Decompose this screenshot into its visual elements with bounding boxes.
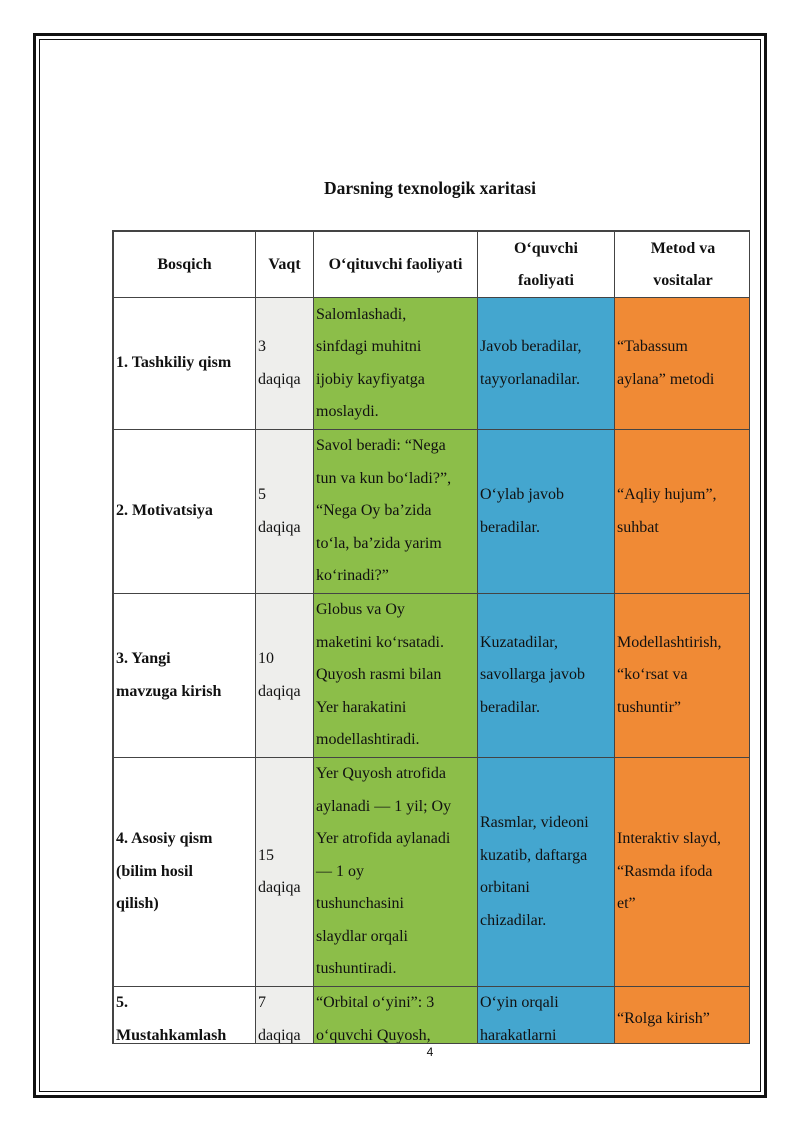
header-method: Metod va vositalar (615, 232, 751, 298)
header-teacher-activity: O‘qituvchi faoliyati (314, 232, 478, 298)
student-activity-cell: O‘ylab javob beradilar. (480, 486, 564, 536)
student-activity-cell: Rasmlar, videoni kuzatib, daftarga orbitani chizadilar. (480, 814, 589, 929)
stage-cell: 5. Mustahkamlash (116, 994, 227, 1044)
table-row (114, 594, 751, 758)
method-cell: Modellashtirish, “ko‘rsat va tushuntir” (617, 633, 722, 716)
table-row (114, 987, 751, 1045)
header-student-activity: O‘quvchi faoliyati (478, 232, 615, 298)
table-row (114, 430, 751, 594)
method-cell: Interaktiv slayd, “Rasmda ifoda et” (617, 830, 721, 913)
student-activity-cell: O‘yin orqali harakatlarni (480, 994, 559, 1044)
table-header-row (114, 232, 751, 298)
header-stage: Bosqich (114, 232, 256, 298)
teacher-activity-cell: Yer Quyosh atrofida aylanadi — 1 yil; Oy Yer atrofida aylanadi — 1 oy tushunchasini slaydlar orqali tushuntiradi. (316, 765, 452, 978)
document-title: Darsning texnologik xaritasi (324, 178, 536, 198)
teacher-activity-cell: Salomlashadi, sinfdagi muhitni ijobiy kayfiyatga moslaydi. (316, 305, 425, 420)
method-cell: “Tabassum aylana” metodi (617, 338, 715, 388)
lesson-map-table (112, 230, 750, 1044)
method-cell: “Rolga kirish” (617, 1010, 710, 1028)
teacher-activity-cell: Savol beradi: “Nega tun va kun bo‘ladi?”, “Nega Oy ba’zida to‘la, ba’zida yarim ko‘rinadi?” (316, 437, 452, 585)
stage-cell: 3. Yangi mavzuga kirish (116, 650, 222, 700)
stage-cell: 4. Asosiy qism (bilim hosil qilish) (116, 830, 213, 913)
student-activity-cell: Kuzatadilar, savollarga javob beradilar. (480, 633, 586, 716)
page-number: 4 (426, 1045, 434, 1059)
stage-cell: 1. Tashkiliy qism (116, 354, 232, 372)
time-cell: 5 daqiqa (258, 486, 301, 536)
student-activity-cell: Javob beradilar, tayyorlanadilar. (480, 338, 582, 388)
teacher-activity-cell: “Orbital o‘yini”: 3 o‘quvchi Quyosh, (316, 994, 435, 1044)
time-cell: 3 daqiqa (258, 338, 301, 388)
header-time: Vaqt (256, 232, 314, 298)
time-cell: 10 daqiqa (258, 650, 301, 700)
time-cell: 15 daqiqa (258, 846, 301, 896)
stage-cell: 2. Motivatsiya (116, 502, 213, 520)
method-cell: “Aqliy hujum”, suhbat (617, 486, 717, 536)
time-cell: 7 daqiqa (258, 994, 301, 1044)
teacher-activity-cell: Globus va Oy maketini ko‘rsatadi. Quyosh rasmi bilan Yer harakatini modellashtiradi. (316, 601, 444, 749)
table-row (114, 758, 751, 987)
table-row (114, 298, 751, 430)
